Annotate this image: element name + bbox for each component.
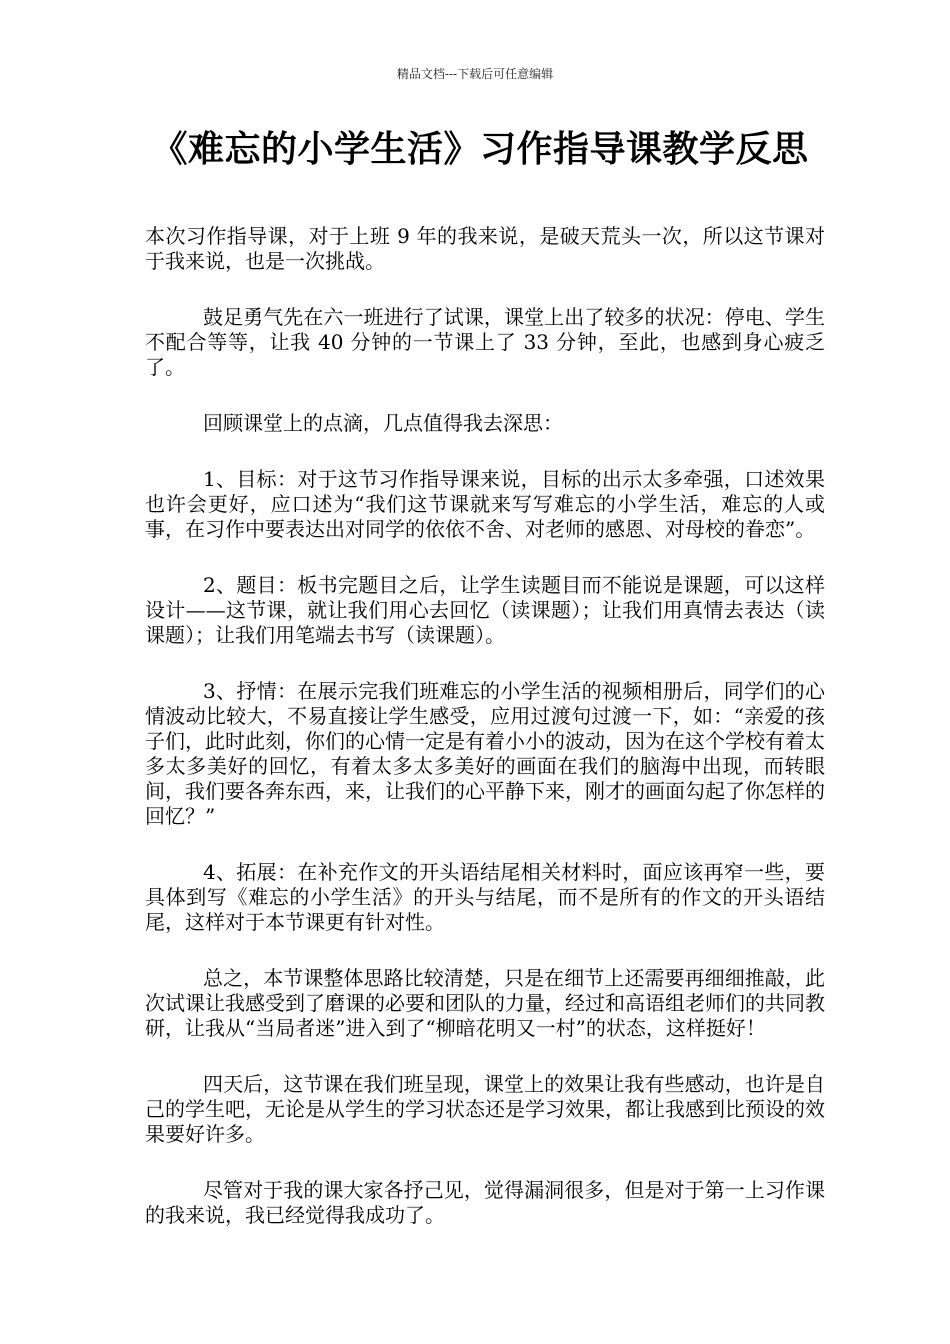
paragraph-point-goal: 1、目标：对于这节习作指导课来说，目标的出示太多牵强，口述效果也许会更好，应口述为“我们这节课就来写写难忘的小学生活，难忘的人或事，在习作中要表达出对同学的依依不舍、对老师的感恩、对母校的眷恋”。 bbox=[145, 467, 825, 541]
paragraph-intro: 本次习作指导课，对于上班 9 年的我来说，是破天荒头一次，所以这节课对于我来说，也是一次挑战。 bbox=[145, 224, 825, 273]
paragraph-point-topic: 2、题目：板书完题目之后，让学生读题目而不能说是课题，可以这样设计——这节课，就让我们用心去回忆（读课题）；让我们用真情去表达（读课题）；让我们用笔端去书写（读课题）。 bbox=[145, 573, 825, 647]
document-body bbox=[145, 224, 825, 1259]
paragraph-summary: 总之，本节课整体思路比较清楚，只是在细节上还需要再细细推敲，此次试课让我感受到了磨课的必要和团队的力量，经过和高语组老师们的共同教研，让我从“当局者迷”进入到了“柳暗花明又一村”的状态，这样挺好！ bbox=[145, 966, 825, 1040]
paragraph-point-extension: 4、拓展：在补充作文的开头语结尾相关材料时，面应该再窄一些，要具体到写《难忘的小学生活》的开头与结尾，而不是所有的作文的开头语结尾，这样对于本节课更有针对性。 bbox=[145, 860, 825, 934]
paragraph-point-emotion: 3、抒情：在展示完我们班难忘的小学生活的视频相册后，同学们的心情波动比较大，不易直接让学生感受，应用过渡句过渡一下，如：“亲爱的孩子们，此时此刻，你们的心情一定是有着小小的波动，因为在这个学校有着太多太多美好的回忆，有着太多太多美好的画面在我们的脑海中出现，而转眼间，我们要各奔东西，来，让我们的心平静下来，刚才的画面勾起了你怎样的回忆？” bbox=[145, 679, 825, 828]
paragraph-four-days-later: 四天后，这节课在我们班呈现，课堂上的效果让我有些感动，也许是自己的学生吧，无论是从学生的学习状态还是学习效果，都让我感到比预设的效果要好许多。 bbox=[145, 1072, 825, 1146]
paragraph-trial-lesson: 鼓足勇气先在六一班进行了试课，课堂上出了较多的状况：停电、学生不配合等等，让我 40 分钟的一节课上了 33 分钟，至此，也感到身心疲乏了。 bbox=[145, 305, 825, 379]
document-title: 《难忘的小学生活》习作指导课教学反思 bbox=[151, 128, 809, 170]
page-header: 精品文档---下载后可任意编辑 bbox=[396, 67, 554, 81]
paragraph-conclusion: 尽管对于我的课大家各抒己见，觉得漏洞很多，但是对于第一上习作课的我来说，我已经觉得我成功了。 bbox=[145, 1178, 825, 1227]
paragraph-reflection-lead: 回顾课堂上的点滴，几点值得我去深思： bbox=[203, 411, 563, 435]
